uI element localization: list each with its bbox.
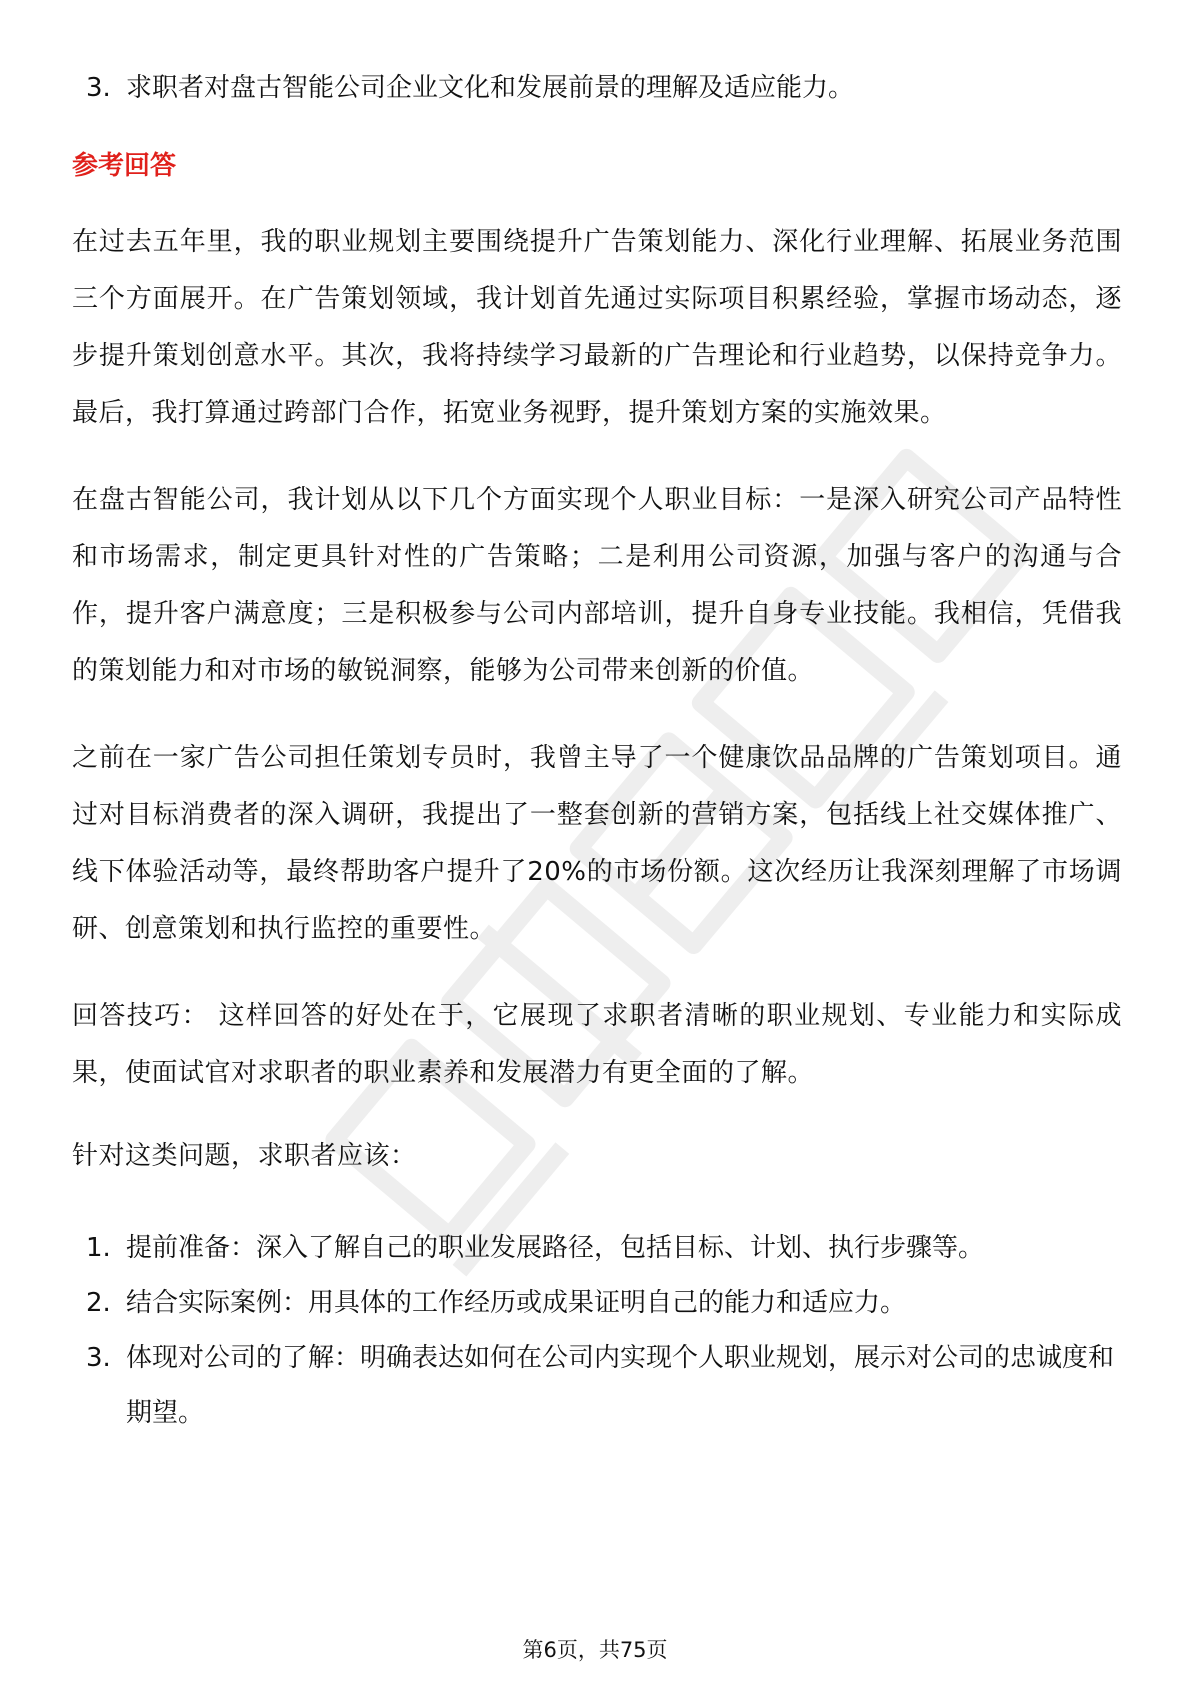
answer-tips-paragraph: 回答技巧： 这样回答的好处在于，它展现了求职者清晰的职业规划、专业能力和实际成果，使面试官对求职者的职业素养和发展潜力有更全面的了解。 bbox=[72, 1001, 1122, 1088]
list-number: 3. bbox=[86, 73, 111, 103]
list-item bbox=[72, 1331, 1122, 1441]
list-number: 2. bbox=[86, 1288, 111, 1318]
answer-paragraph-2: 在盘古智能公司，我计划从以下几个方面实现个人职业目标：一是深入研究公司产品特性和市场需求，制定更具针对性的广告策略；二是利用公司资源，加强与客户的沟通与合作，提升客户满意度；三是积极参与公司内部培训，提升自身专业技能。我相信，凭借我的策划能力和对市场的敏锐洞察，能够为公司带来创新的价值。 bbox=[72, 485, 1122, 686]
list-item bbox=[72, 1221, 1122, 1276]
section-title: 参考回答 bbox=[72, 151, 177, 181]
list-item-text: 体现对公司的了解：明确表达如何在公司内实现个人职业规划，展示对公司的忠诚度和期望。 bbox=[126, 1343, 1115, 1428]
list-number: 1. bbox=[86, 1233, 111, 1263]
list-item-text: 求职者对盘古智能公司企业文化和发展前景的理解及适应能力。 bbox=[126, 73, 855, 103]
document-body bbox=[72, 60, 1122, 1441]
list-item bbox=[72, 60, 1122, 116]
answer-paragraph-3: 之前在一家广告公司担任策划专员时，我曾主导了一个健康饮品品牌的广告策划项目。通过对目标消费者的深入调研，我提出了一整套创新的营销方案，包括线上社交媒体推广、线下体验活动等，最终帮助客户提升了20%的市场份额。这次经历让我深刻理解了市场调研、创意策划和执行监控的重要性。 bbox=[72, 743, 1122, 944]
list-item-text: 提前准备：深入了解自己的职业发展路径，包括目标、计划、执行步骤等。 bbox=[126, 1233, 985, 1263]
tips-list bbox=[72, 1221, 1122, 1441]
list-number: 3. bbox=[86, 1343, 111, 1373]
page-footer: 第6页，共75页 bbox=[522, 1638, 668, 1662]
list-item bbox=[72, 1276, 1122, 1331]
answer-paragraph-1: 在过去五年里，我的职业规划主要围绕提升广告策划能力、深化行业理解、拓展业务范围三个方面展开。在广告策划领域，我计划首先通过实际项目积累经验，掌握市场动态，逐步提升策划创意水平。其次，我将持续学习最新的广告理论和行业趋势，以保持竞争力。最后，我打算通过跨部门合作，拓宽业务视野，提升策划方案的实施效果。 bbox=[72, 227, 1122, 428]
question-points-list bbox=[72, 60, 1122, 116]
list-item-text: 结合实际案例：用具体的工作经历或成果证明自己的能力和适应力。 bbox=[126, 1288, 907, 1318]
tips-intro: 针对这类问题，求职者应该： bbox=[72, 1141, 417, 1171]
